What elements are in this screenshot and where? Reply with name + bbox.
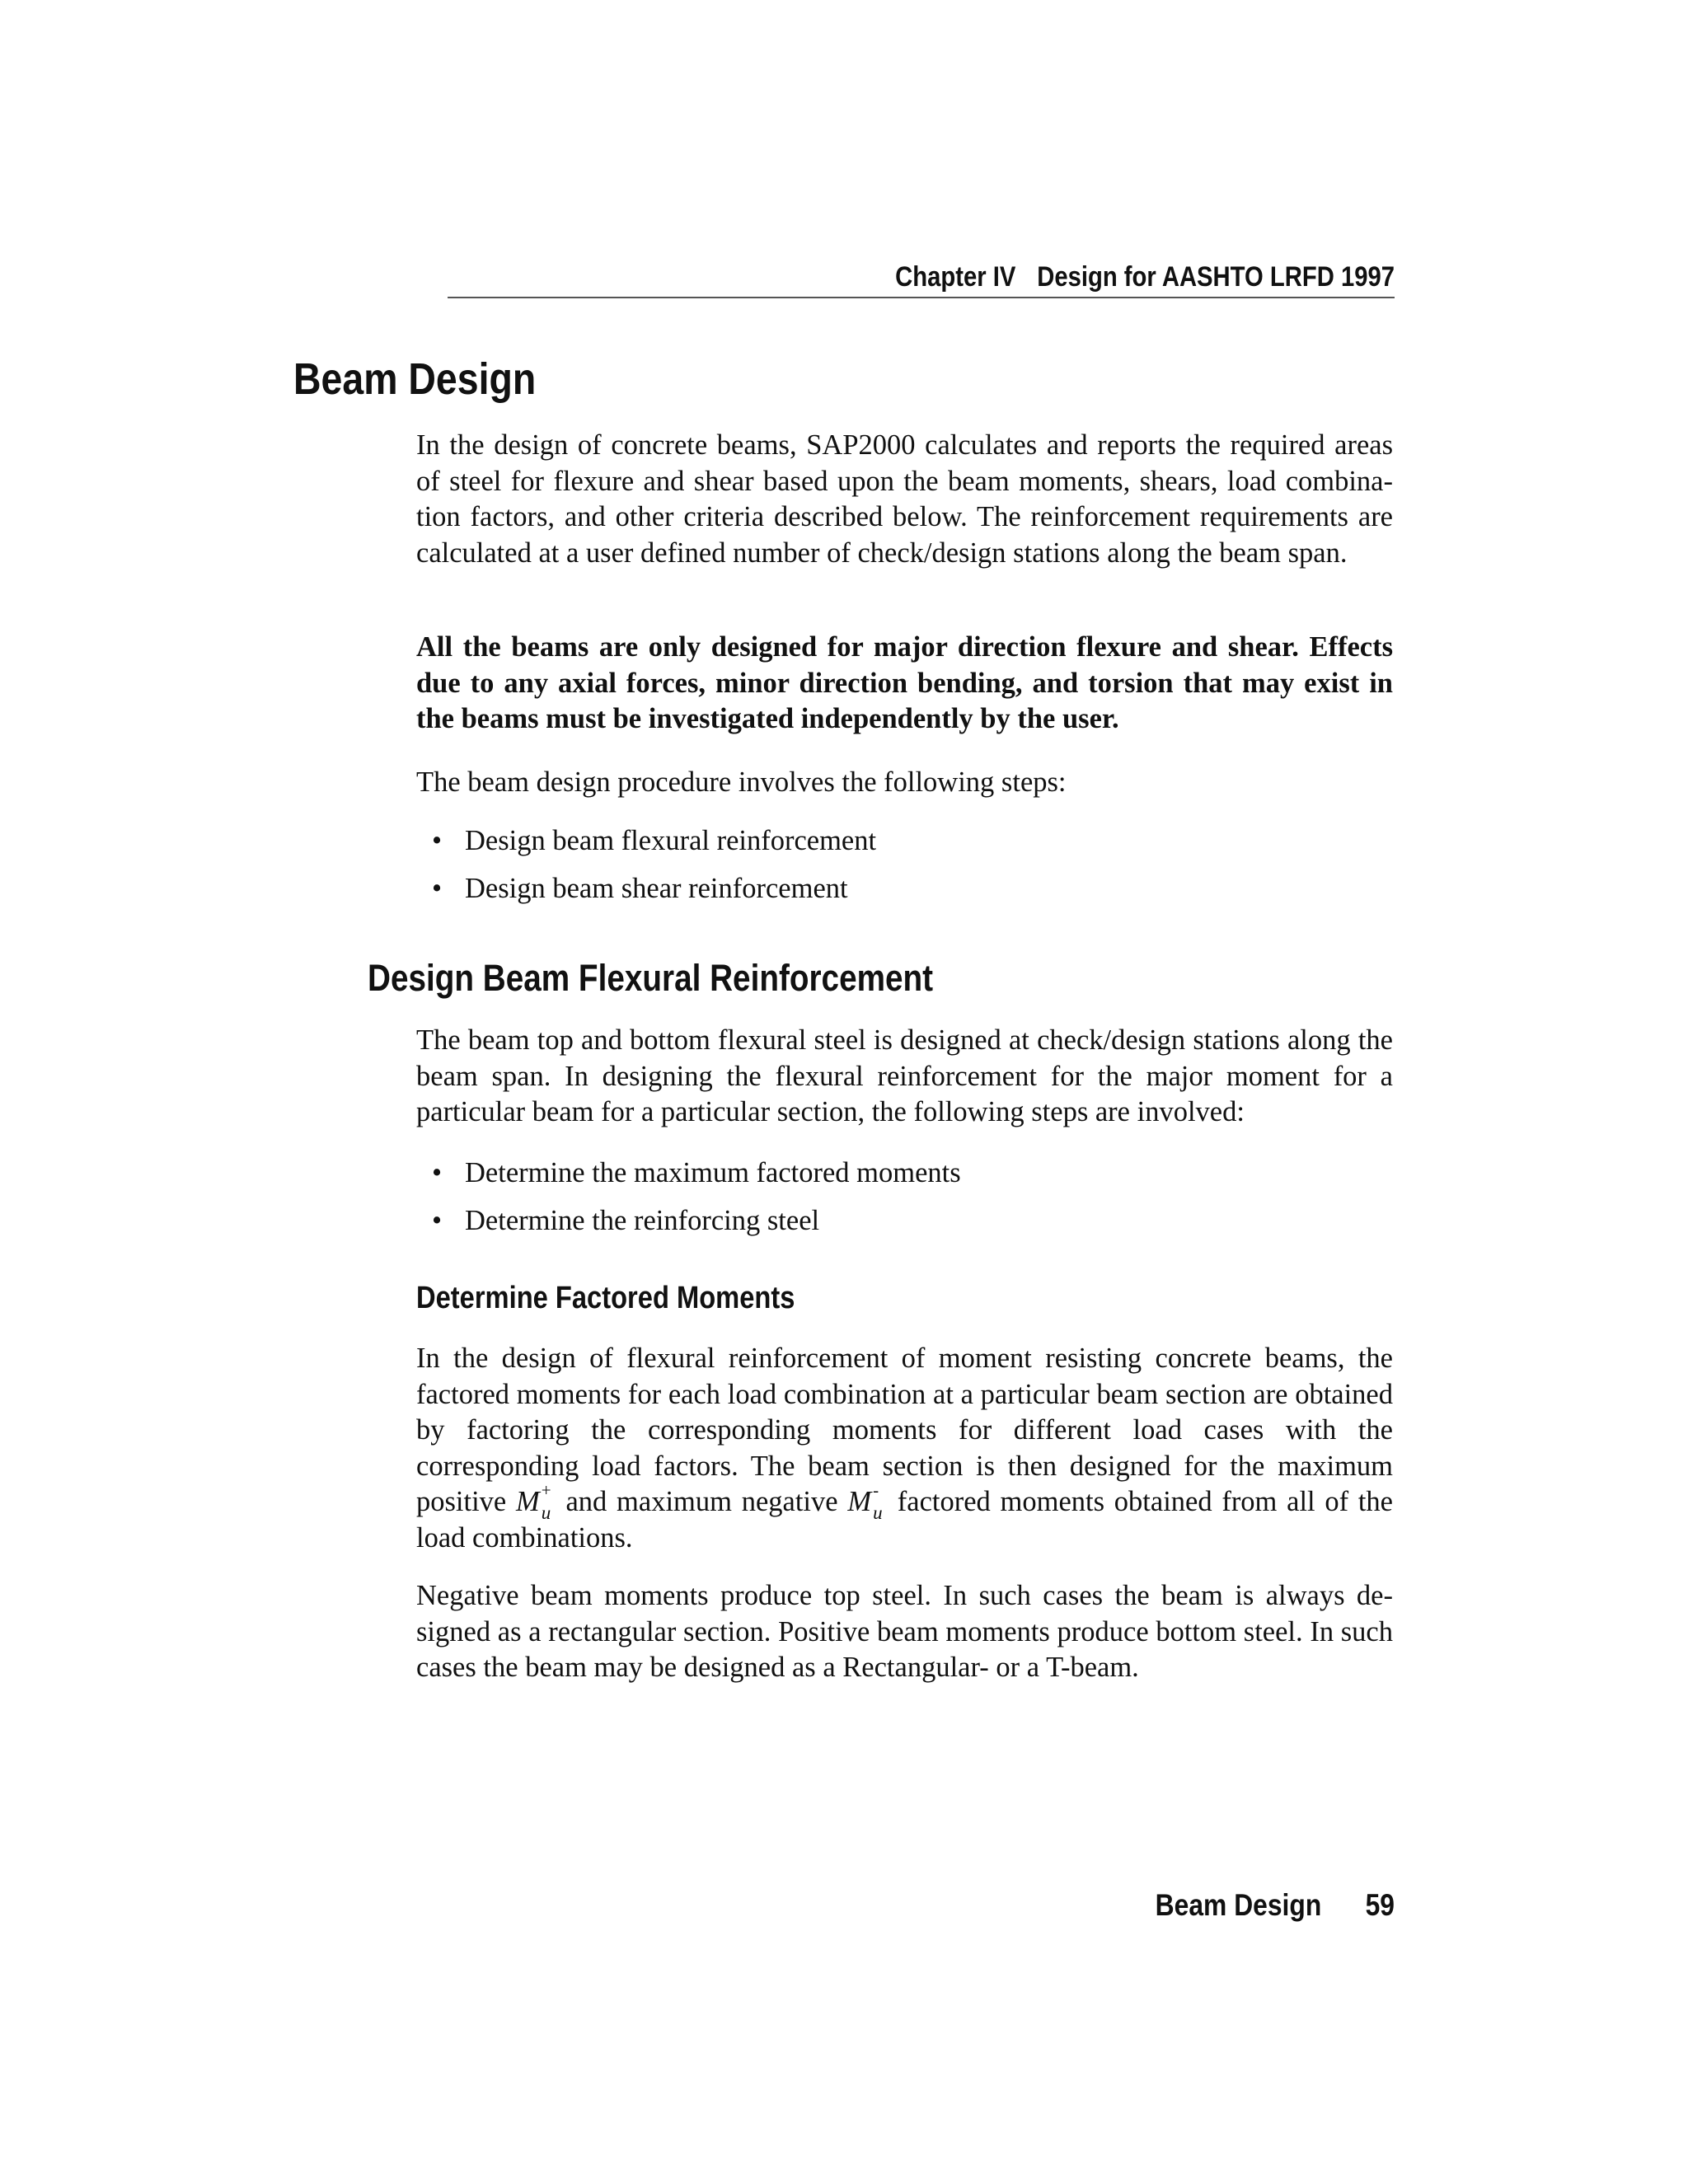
subsection-intro-paragraph: The beam top and bottom flexural steel is designed at check/design stations along the beam span. In designing the flexural reinforcement for the major moment for a particular beam for a particular section, the following steps are involved: — [416, 1024, 1393, 1127]
section-title: Beam Design — [293, 354, 537, 404]
bullet-icon: • — [432, 1157, 443, 1188]
positive-moment-symbol: M + u — [516, 1480, 551, 1523]
flexural-steps-list — [416, 1149, 1393, 1244]
bullet-icon: • — [432, 825, 443, 856]
section-note-paragraph: All the beams are only designed for major direction flexure and shear. Effects due to any axial forces, minor direction bending, and torsion that may exist in the beams must be investigated independently by the user. — [416, 631, 1393, 734]
page-number: 59 — [1365, 1888, 1395, 1922]
running-footer — [1046, 1887, 1395, 1924]
steps-intro-paragraph: The beam design procedure involves the following steps: — [416, 766, 1067, 798]
header-chapter: Chapter IV — [895, 261, 1016, 293]
negative-moment-symbol: M - u — [847, 1480, 883, 1523]
subsubsection-title: Determine Factored Moments — [416, 1281, 795, 1315]
bullet-icon: • — [432, 1205, 443, 1236]
steel-placement-paragraph: Negative beam moments produce top steel. In such cases the beam is always designed as a rectangular section. Positive beam moments produce bottom steel. In such cases the beam may be designed as a Rectangular- or a T-beam. — [416, 1580, 1393, 1683]
section-intro-paragraph: In the design of concrete beams, SAP2000 calculates and reports the required areas of steel for flexure and shear based upon the beam moments, shears, load combination factors, and other criteria described below. The reinforcement requirements are calculated at a user defined number of check/design stations along the beam span. — [416, 429, 1393, 569]
subsection-title: Design Beam Flexural Reinforcement — [368, 957, 934, 999]
beam-design-steps-list — [416, 817, 1393, 912]
footer-section: Beam Design — [1155, 1888, 1322, 1922]
list-item: • Design beam shear reinforcement — [416, 865, 1393, 912]
factored-moments-paragraph: In the design of flexural reinforcement of moment resisting concrete beams, the factored moments for each load combination at a particular beam section are obtained by factoring the corresponding moments for different load cases with the corresponding load factors. The beam section is then designed for the maximum positive M + u and maximum negative M - u factored moments obtained from all of the load combinations. — [416, 1343, 1393, 1554]
list-item: • Determine the reinforcing steel — [416, 1197, 1393, 1244]
bullet-icon: • — [432, 873, 443, 904]
list-item: • Determine the maximum factored moments — [416, 1149, 1393, 1197]
header-title: Design for AASHTO LRFD 1997 — [1037, 261, 1395, 293]
running-header — [448, 260, 1395, 298]
list-item: • Design beam flexural reinforcement — [416, 817, 1393, 865]
